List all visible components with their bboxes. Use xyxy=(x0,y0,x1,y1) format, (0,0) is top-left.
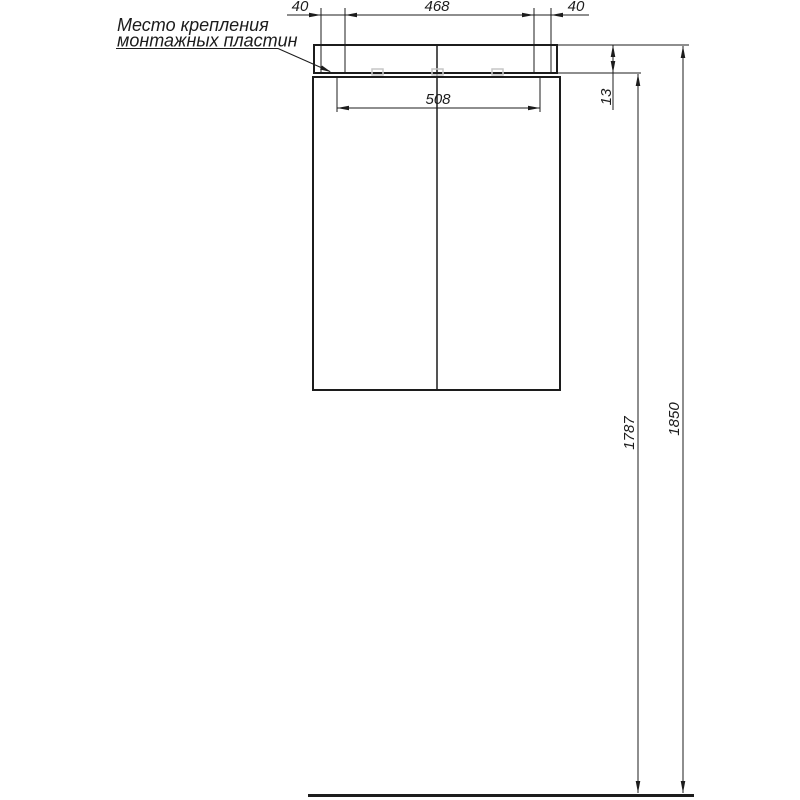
height-dimensions-group xyxy=(621,46,685,793)
arrowhead-icon xyxy=(611,61,616,73)
leader-arrowhead-icon xyxy=(320,66,331,73)
arrowhead-icon xyxy=(636,74,641,86)
arrowhead-icon xyxy=(611,45,616,57)
callout-line1: Место крепления xyxy=(117,15,269,35)
dim-1787: 1787 xyxy=(621,416,638,450)
dim-40-right: 40 xyxy=(567,0,585,15)
dim-13: 13 xyxy=(598,88,615,106)
callout-line2: монтажных пластин xyxy=(117,30,298,51)
arrowhead-icon xyxy=(337,106,349,111)
arrowhead-icon xyxy=(522,13,534,18)
dim-508: 508 xyxy=(425,91,451,108)
dim-468: 468 xyxy=(424,0,450,15)
dim-1850: 1850 xyxy=(666,402,683,436)
plate-span-dimension-group xyxy=(337,77,540,112)
arrowhead-icon xyxy=(309,13,321,18)
arrowhead-icon xyxy=(551,13,563,18)
thickness-dimension-group xyxy=(557,45,689,110)
top-dimension-group xyxy=(287,0,589,73)
arrowhead-icon xyxy=(528,106,540,111)
dim-40-left: 40 xyxy=(291,0,309,15)
arrowhead-icon xyxy=(681,46,686,58)
arrowhead-icon xyxy=(636,781,641,793)
arrowhead-icon xyxy=(681,781,686,793)
arrowhead-icon xyxy=(345,13,357,18)
callout-group xyxy=(116,15,331,72)
